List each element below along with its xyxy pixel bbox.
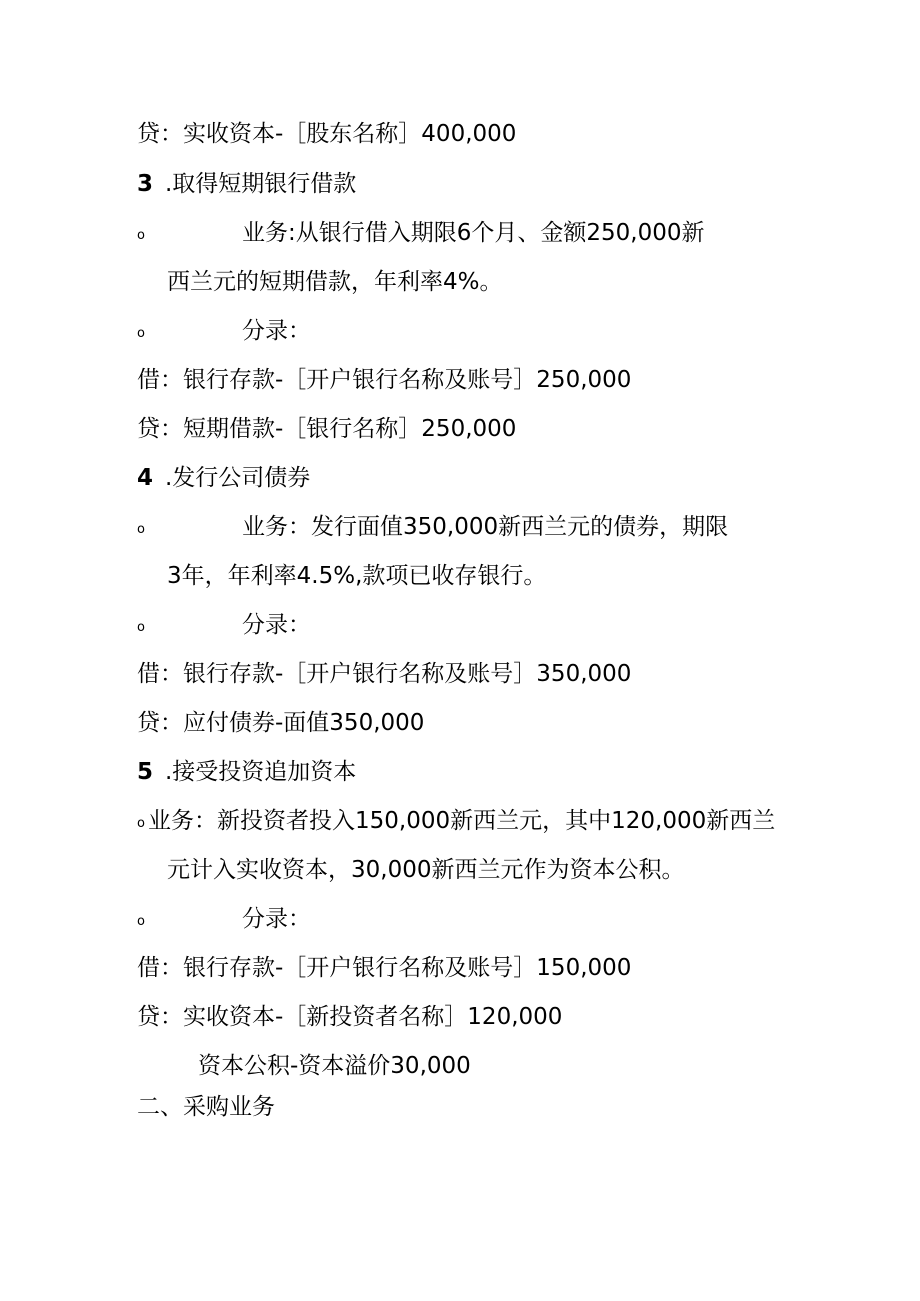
bullet-icon: o [137,228,145,243]
section-heading-5 [137,757,356,787]
transaction-description-cont: 元计入实收资本，30,000新西兰元作为资本公积。 [167,857,685,883]
bullet-icon: o [137,326,145,341]
bullet-icon: o [137,816,145,831]
journal-debit-line: 借：银行存款-［开户银行名称及账号］350,000 [137,661,632,687]
chapter-heading: 二、采购业务 [137,1094,275,1120]
transaction-description: 业务：发行面值350,000新西兰元的债券，期限 [242,514,729,540]
transaction-description-cont: 西兰元的短期借款，年利率4%。 [167,269,503,295]
transaction-description: 业务：新投资者投入150,000新西兰元，其中120,000新西兰 [148,808,776,834]
section-heading-3 [137,169,356,199]
journal-credit-line: 贷：实收资本-［股东名称］400,000 [137,121,517,147]
section-number: 4 [137,465,154,491]
journal-credit-line: 贷：实收资本-［新投资者名称］120,000 [137,1004,563,1030]
bullet-icon: o [137,620,145,635]
entry-label: 分录： [242,612,311,638]
section-title: .接受投资追加资本 [165,759,357,785]
transaction-description: 业务:从银行借入期限6个月、金额250,000新 [242,220,705,246]
transaction-description-cont: 3年，年利率4.5%,款项已收存银行。 [167,563,547,589]
section-number: 3 [137,171,154,197]
journal-credit-line: 贷：应付债券-面值350,000 [137,710,425,736]
section-title: .发行公司债券 [165,465,311,491]
entry-label: 分录： [242,318,311,344]
section-title: .取得短期银行借款 [165,171,357,197]
section-heading-4 [137,463,310,493]
journal-credit-line: 贷：短期借款-［银行名称］250,000 [137,416,517,442]
entry-label: 分录： [242,906,311,932]
journal-debit-line: 借：银行存款-［开户银行名称及账号］150,000 [137,955,632,981]
journal-credit-line-cont: 资本公积-资本溢价30,000 [198,1053,471,1079]
bullet-icon: o [137,522,145,537]
journal-debit-line: 借：银行存款-［开户银行名称及账号］250,000 [137,367,632,393]
section-number: 5 [137,759,154,785]
bullet-icon: o [137,914,145,929]
